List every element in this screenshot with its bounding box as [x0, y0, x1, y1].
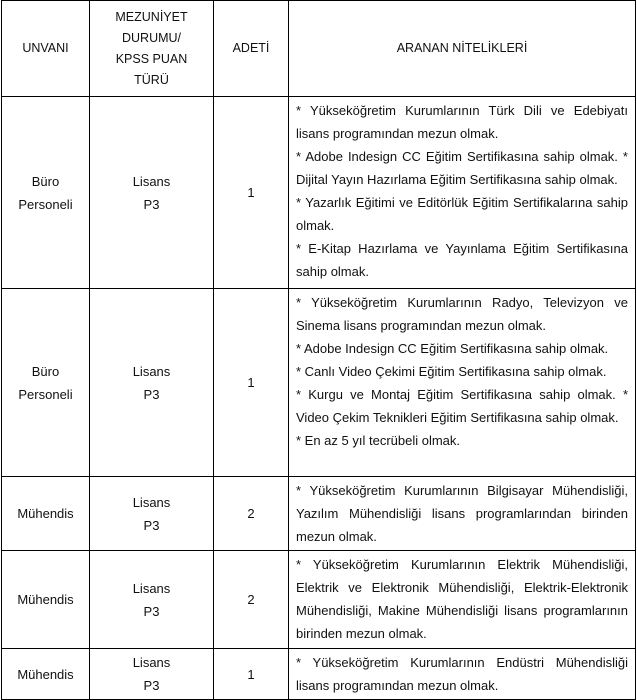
cell-unvan: [2, 477, 90, 551]
mezuniyet-line: Lisans: [132, 494, 171, 510]
mezuniyet-line: Lisans: [132, 363, 171, 379]
cell-unvan: [2, 289, 90, 477]
cell-mezuniyet: [90, 97, 214, 289]
cell-nitelikler: [289, 477, 636, 551]
cell-adet: 2: [214, 551, 289, 649]
nitelik-item: * En az 5 yıl tecrübeli olmak.: [296, 433, 461, 448]
cell-mezuniyet: [90, 477, 214, 551]
mezuniyet-line: P3: [143, 386, 160, 402]
cell-mezuniyet: [90, 649, 214, 700]
mezuniyet-line: Lisans: [132, 173, 171, 189]
mezuniyet-line: P3: [143, 678, 160, 693]
cell-nitelikler: [289, 551, 636, 649]
header-mezuniyet-line: KPSS PUAN: [115, 51, 188, 66]
nitelik-item: * Adobe Indesign CC Eğitim Sertifikasına sahip olmak.: [296, 341, 609, 356]
staff-requirements-table: [1, 0, 636, 700]
unvan-line: Büro: [31, 173, 60, 189]
mezuniyet-line: P3: [143, 603, 160, 619]
cell-adet: 1: [214, 649, 289, 700]
header-mezuniyet-line: DURUMU/: [121, 30, 182, 45]
nitelik-item: * Yazarlık Eğitimi ve Editörlük Eğitim Sertifikalarına sahip olmak.: [296, 195, 628, 233]
mezuniyet-line: Lisans: [132, 655, 171, 670]
header-mezuniyet-line: TÜRÜ: [134, 72, 169, 87]
nitelik-item: * Yükseköğretim Kurumlarının Elektrik Mühendisliği, Elektrik ve Elektronik Mühendisliği, Elektrik-Elektronik Mühendisliği, Makine Mühendisliği lisans programlarının birinden mezun olmak.: [296, 557, 628, 641]
nitelik-item: * Yükseköğretim Kurumlarının Endüstri Mühendisliği lisans programından mezun olmak.: [296, 655, 628, 693]
unvan-line: Mühendis: [17, 592, 74, 607]
header-unvan: UNVANI: [2, 1, 90, 97]
cell-nitelikler: [289, 649, 636, 700]
unvan-line: Mühendis: [17, 506, 74, 521]
cell-nitelikler: [289, 97, 636, 289]
nitelik-item: * Yükseköğretim Kurumlarının Bilgisayar Mühendisliği, Yazılım Mühendisliği lisans programlarından birinden mezun olmak.: [296, 483, 628, 544]
mezuniyet-line: Lisans: [132, 580, 171, 596]
header-nitelik: ARANAN NİTELİKLERİ: [289, 1, 636, 97]
cell-unvan: [2, 551, 90, 649]
table-row: [2, 649, 636, 700]
header-adet: ADETİ: [214, 1, 289, 97]
cell-unvan: [2, 97, 90, 289]
header-mezuniyet-line: MEZUNİYET: [115, 9, 188, 24]
nitelik-item: * Yükseköğretim Kurumlarının Türk Dili ve Edebiyatı lisans programından mezun olmak.: [296, 103, 628, 141]
table-row: [2, 551, 636, 649]
nitelik-item: * Canlı Video Çekimi Eğitim Sertifikasına sahip olmak.: [296, 364, 607, 379]
nitelik-item: * E-Kitap Hazırlama ve Yayınlama Eğitim Sertifikasına sahip olmak.: [296, 241, 628, 279]
cell-adet: 1: [214, 97, 289, 289]
unvan-line: Mühendis: [17, 666, 74, 682]
mezuniyet-line: P3: [143, 517, 160, 533]
table-row: [2, 97, 636, 289]
cell-unvan: [2, 649, 90, 700]
cell-adet: 1: [214, 289, 289, 477]
table-row: [2, 289, 636, 477]
cell-adet: 2: [214, 477, 289, 551]
header-row: [2, 1, 636, 97]
nitelik-item: * Yükseköğretim Kurumlarının Radyo, Televizyon ve Sinema lisans programından mezun olmak.: [296, 295, 628, 333]
cell-mezuniyet: [90, 551, 214, 649]
unvan-line: Personeli: [18, 386, 73, 402]
mezuniyet-line: P3: [143, 196, 160, 212]
nitelik-item: * Kurgu ve Montaj Eğitim Sertifikasına sahip olmak. * Video Çekim Teknikleri Eğitim Sertifikasına sahip olmak.: [296, 387, 628, 425]
header-mezuniyet: [90, 1, 214, 97]
cell-nitelikler: [289, 289, 636, 477]
nitelik-item: * Adobe Indesign CC Eğitim Sertifikasına sahip olmak. * Dijital Yayın Hazırlama Eğitim Sertifikasına sahip olmak.: [296, 149, 628, 187]
unvan-line: Büro: [31, 363, 60, 379]
unvan-line: Personeli: [18, 196, 73, 212]
cell-mezuniyet: [90, 289, 214, 477]
table-row: [2, 477, 636, 551]
